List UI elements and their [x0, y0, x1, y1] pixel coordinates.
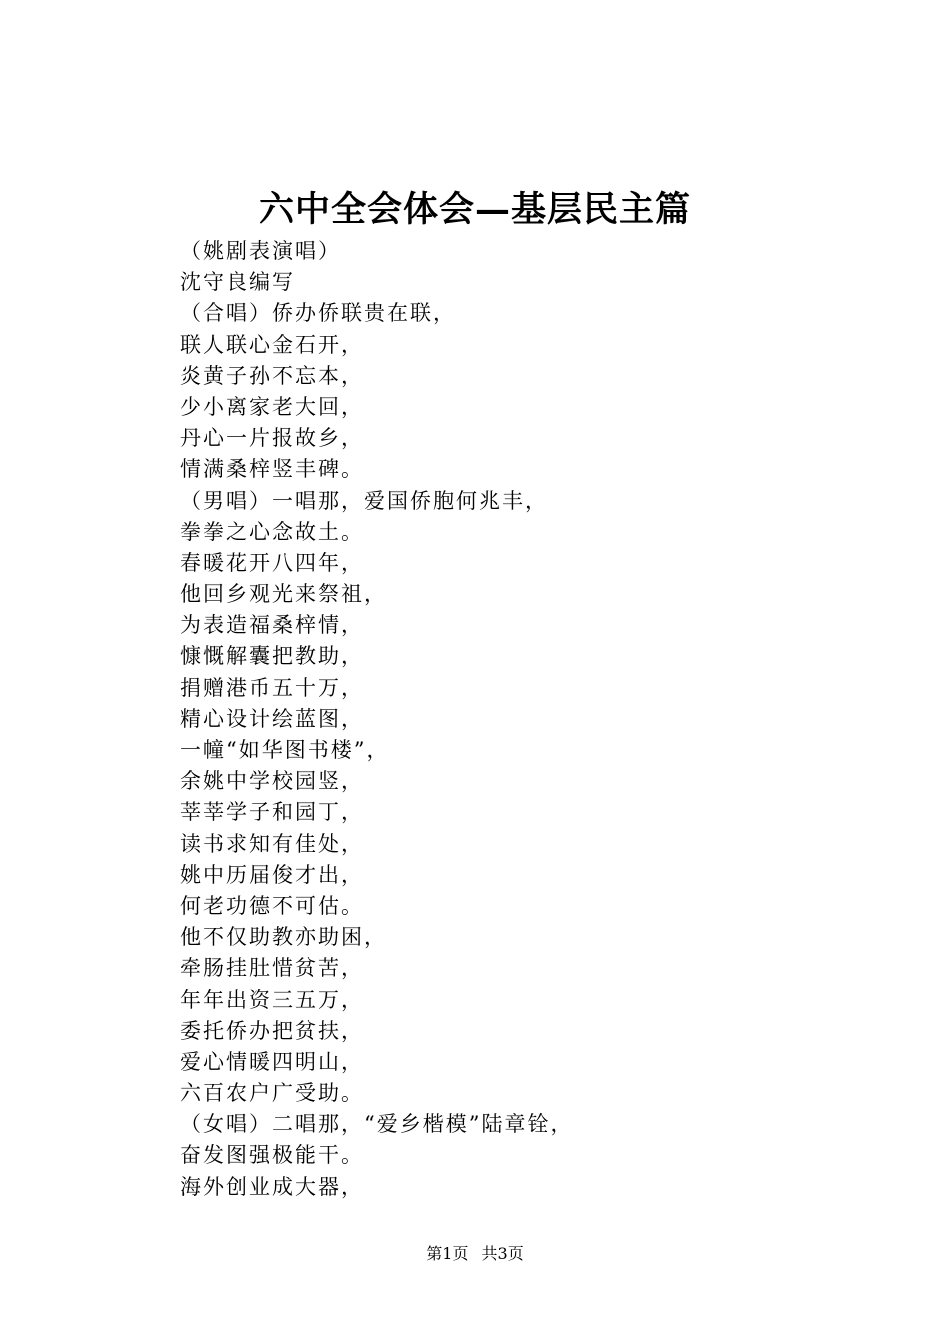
text-line: 拳拳之心念故土。 [180, 519, 364, 544]
text-line: （女唱）二唱那，“爱乡楷模”陆章铨， [180, 1112, 574, 1137]
text-line: 炎黄子孙不忘本， [180, 363, 364, 388]
text-line: 少小离家老大回， [180, 394, 364, 419]
text-line: 委托侨办把贫扶， [180, 1018, 364, 1043]
text-line: 情满桑梓竖丰碑。 [180, 457, 364, 482]
text-line: 沈守良编写 [180, 270, 295, 295]
text-line: 他不仅助教亦助困， [180, 925, 387, 950]
text-line: 年年出资三五万， [180, 987, 364, 1012]
text-line: 丹心一片报故乡， [180, 426, 364, 451]
text-line: 慷慨解囊把教助， [180, 644, 364, 669]
text-line: 莘莘学子和园丁， [180, 800, 364, 825]
text-line: 余姚中学校园竖， [180, 769, 364, 794]
text-line: 六百农户广受助。 [180, 1081, 364, 1106]
text-line: 精心设计绘蓝图， [180, 706, 364, 731]
text-line: 读书求知有佳处， [180, 831, 364, 856]
text-line: 奋发图强极能干。 [180, 1143, 364, 1168]
text-line: 海外创业成大器， [180, 1174, 364, 1199]
text-line: 为表造福桑梓情， [180, 613, 364, 638]
page-number-current: 第1页 [426, 1244, 469, 1263]
page-footer [0, 1242, 950, 1266]
text-line: 捐赠港币五十万， [180, 675, 364, 700]
page-number-total: 共3页 [481, 1244, 524, 1263]
text-line: 他回乡观光来祭祖， [180, 582, 387, 607]
text-line: 牵肠挂肚惜贫苦， [180, 956, 364, 981]
text-line: 何老功德不可估。 [180, 893, 364, 918]
text-line: 联人联心金石开， [180, 332, 364, 357]
lyrics-body [180, 236, 573, 1203]
text-line: （男唱）一唱那，爱国侨胞何兆丰， [180, 488, 548, 513]
text-line: 爱心情暖四明山， [180, 1049, 364, 1074]
text-line: 一幢“如华图书楼”， [180, 738, 390, 762]
text-line: （姚剧表演唱） [180, 239, 341, 263]
document-title: 六中全会体会—基层民主篇 [258, 189, 691, 230]
text-line: （合唱）侨办侨联贵在联， [180, 301, 456, 326]
text-line: 春暖花开八四年， [180, 550, 364, 575]
text-line: 姚中历届俊才出， [180, 862, 364, 887]
